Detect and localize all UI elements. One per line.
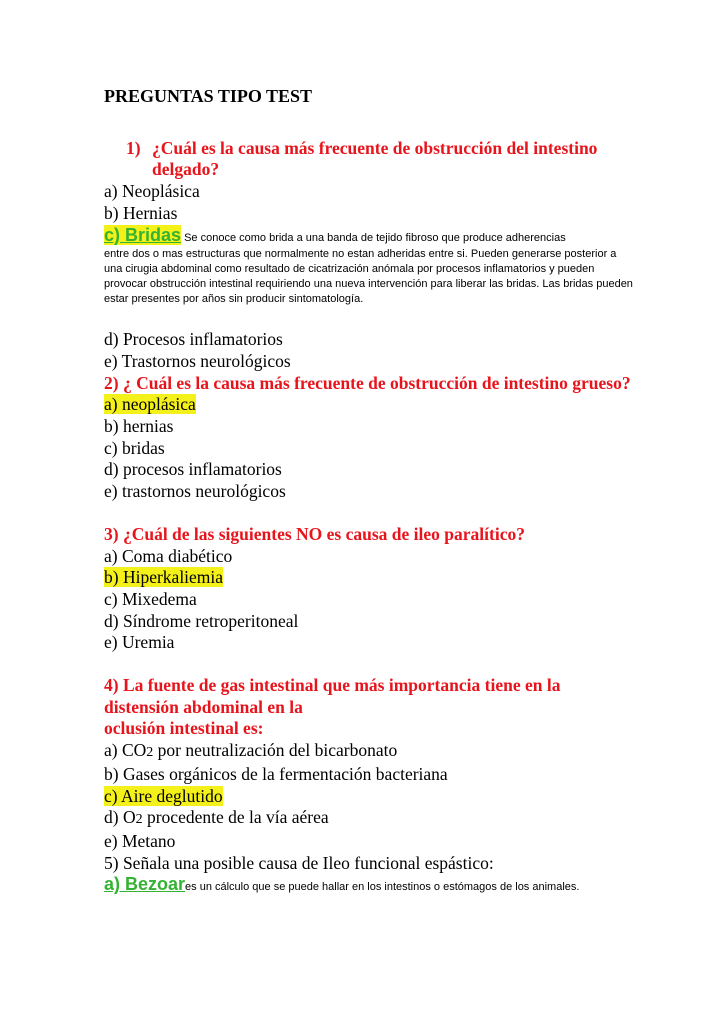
q2-option-e: e) trastornos neurológicos [104,481,286,502]
q1-answer-explanation: entre dos o mas estructuras que normalmente no estan adheridas entre si. Pueden generarse posterior a una cirugia abdominal como resultado de cicatrización anómala por procesos inflamatorios y pueden provocar obstrucción intestinal requiriendo una nueva intervención para liberar las bridas. Las bridas pueden estar presentes por años sin producir sintomatología. [104,248,633,306]
q3-option-c: c) Mixedema [104,588,197,609]
q1-option-b: b) Hernias [104,202,178,223]
q1-correct-answer: c) Bridas [104,224,182,245]
document-title: PREGUNTAS TIPO TEST [104,86,313,106]
q5-answer-note: es un cálculo que se puede hallar en los intestinos o estómagos de los animales. [185,881,580,894]
q4-option-a: a) CO2 por neutralización del bicarbonato [104,740,398,761]
q3-option-d: d) Síndrome retroperitoneal [104,610,299,631]
q3-correct-answer: b) Hiperkaliemia [104,567,224,588]
document-page [104,86,634,896]
question-1-number: 1) [126,137,141,158]
q4-correct-answer: c) Aire deglutido [104,785,223,806]
q3-option-e: e) Uremia [104,632,175,653]
q5-correct-answer: a) Bezoar [104,874,186,895]
q2-option-c: c) bridas [104,437,165,458]
q1-option-d: d) Procesos inflamatorios [104,329,283,350]
q2-correct-answer: a) neoplásica [104,394,196,415]
q1-answer-note: Se conoce como brida a una banda de tejido fibroso que produce adherencias [181,231,566,244]
question-2-text: 2) ¿ Cuál es la causa más frecuente de obstrucción de intestino grueso? [104,372,631,393]
q5-option-a-row [104,874,634,896]
q2-option-d: d) procesos inflamatorios [104,459,282,480]
q4-option-b: b) Gases orgánicos de la fermentación bacteriana [104,763,448,784]
q4-option-d: d) O2 procedente de la vía aérea [104,807,329,828]
question-4-line-3: oclusión intestinal es: [104,718,264,739]
q1-option-c-row [104,225,634,247]
question-4-line-2: distensión abdominal en la [104,696,303,717]
q3-option-a: a) Coma diabético [104,545,233,566]
question-5-text: 5) Señala una posible causa de Ileo funcional espástico: [104,852,494,873]
question-4-line-1: 4) La fuente de gas intestinal que más importancia tiene en la [104,675,561,696]
question-3-text: 3) ¿Cuál de las siguientes NO es causa de ileo paralítico? [104,523,525,544]
question-1 [104,138,634,181]
q4-option-e: e) Metano [104,830,176,851]
q1-option-e: e) Trastornos neurológicos [104,350,291,371]
q1-option-a: a) Neoplásica [104,181,200,202]
q2-option-b: b) hernias [104,416,174,437]
question-1-text: ¿Cuál es la causa más frecuente de obstrucción del intestino delgado? [152,137,598,180]
